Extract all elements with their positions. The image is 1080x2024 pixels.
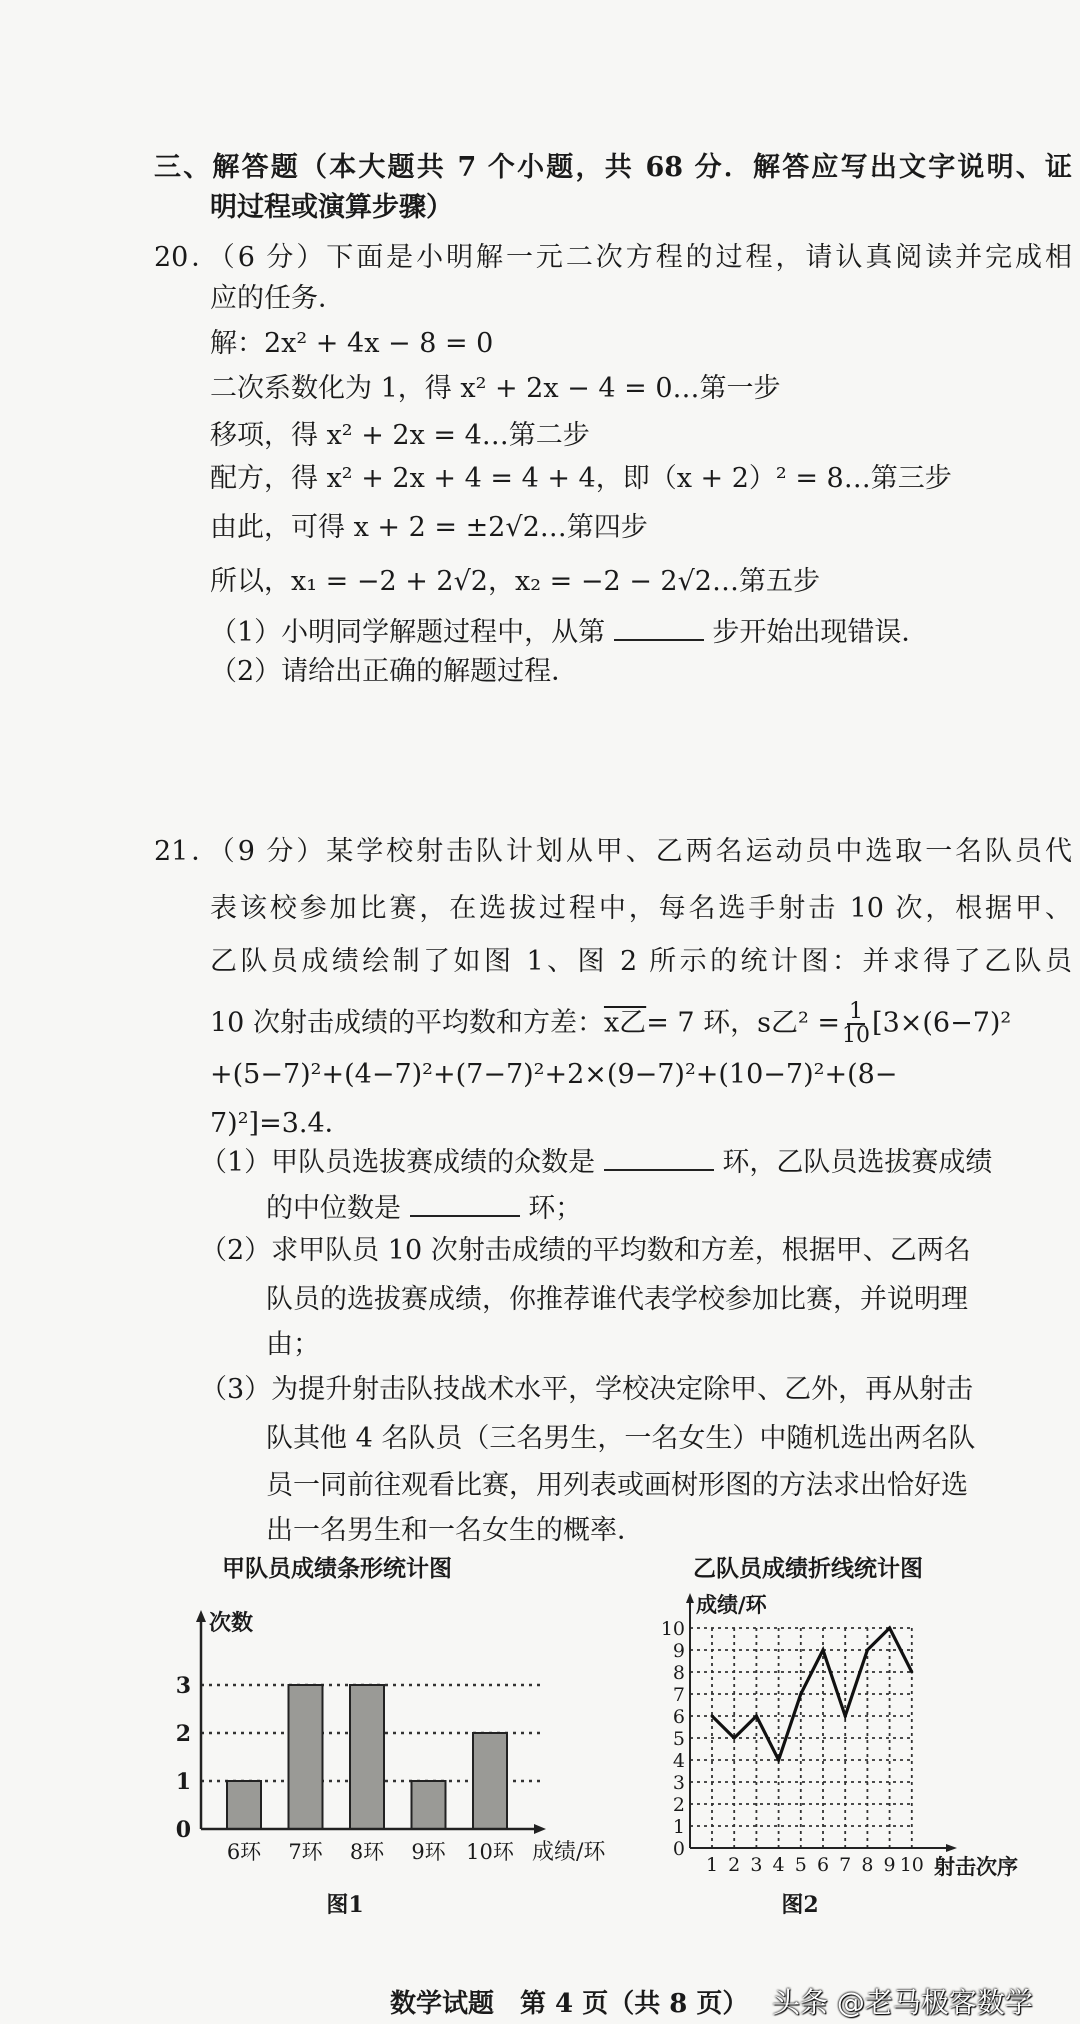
x-axis-label: 射击次序 [934, 1854, 1018, 1879]
watermark: 头条 @老马极客数学 [772, 1986, 1033, 2019]
section-heading: 三、解答题（本大题共 7 个小题，共 68 分．解答应写出文字说明、证 [154, 152, 1072, 183]
q21-text: 10 次射击成绩的平均数和方差： [210, 1007, 604, 1039]
data-point [888, 1627, 891, 1630]
y-tick-label: 10 [660, 1618, 685, 1640]
x-axis-arrow-icon [946, 1844, 957, 1852]
x-tick-label: 5 [794, 1854, 807, 1876]
figure-caption: 图1 [326, 1892, 364, 1918]
q21-part3-cont: 出一名男生和一名女生的概率． [266, 1515, 644, 1546]
q20-step3: 配方，得 x² + 2x + 4 = 4 + 4，即（x + 2）² = 8…第三步 [210, 463, 952, 494]
data-point [777, 1759, 780, 1762]
x-tick-label: 8环 [349, 1840, 385, 1864]
y-tick-label: 6 [672, 1706, 685, 1728]
q21-stem-3: 乙队员成绩绘制了如图 1、图 2 所示的统计图：并求得了乙队员 [210, 946, 1072, 977]
x-tick-label: 2 [728, 1854, 741, 1876]
y-tick-label: 3 [175, 1673, 191, 1699]
mean-symbol: x乙 [603, 1007, 647, 1039]
data-point [822, 1649, 825, 1652]
q20-stem-cont: 应的任务． [210, 283, 345, 314]
x-tick-label: 8 [861, 1854, 874, 1876]
x-tick-label: 6 [816, 1854, 830, 1876]
q21-part1-text: （1）甲队员选拔赛成绩的众数是 [200, 1147, 596, 1178]
bar-chart-title: 甲队员成绩条形统计图 [222, 1555, 452, 1582]
q21-stem-5: +(5−7)²+(4−7)²+(7−7)²+2×(9−7)²+(10−7)²+(8− [210, 1059, 898, 1090]
q20-step4: 由此，可得 x + 2 = ±2√2…第四步 [210, 512, 648, 543]
q20-stem: 20．（6 分）下面是小明解一元二次方程的过程，请认真阅读并完成相 [154, 242, 1072, 273]
q20-part1-text-end: 步开始出现错误． [712, 617, 929, 648]
x-tick-label: 6环 [226, 1840, 262, 1864]
fraction-denominator: 10 [842, 1023, 871, 1048]
q21-stem-6: 7)²]=3.4． [210, 1108, 352, 1139]
q20-step5: 所以，x₁ = −2 + 2√2，x₂ = −2 − 2√2…第五步 [210, 566, 820, 597]
q20-step1: 二次系数化为 1，得 x² + 2x − 4 = 0…第一步 [210, 373, 781, 404]
figure-caption: 图2 [781, 1892, 819, 1918]
y-tick-label: 3 [672, 1772, 685, 1794]
q21-stem: 21．（9 分）某学校射击队计划从甲、乙两名运动员中选取一名队员代 [154, 836, 1072, 867]
data-point [711, 1715, 714, 1718]
q21-part2-cont: 由； [266, 1329, 320, 1360]
line-chart-title: 乙队员成绩折线统计图 [693, 1555, 923, 1582]
q21-part2: （2）求甲队员 10 次射击成绩的平均数和方差，根据甲、乙两名 [200, 1235, 971, 1266]
data-point [733, 1737, 736, 1740]
q21-part1-text: 的中位数是 [266, 1193, 401, 1224]
y-axis-arrow-icon [686, 1593, 694, 1603]
x-tick-label: 4 [772, 1854, 785, 1876]
x-tick-label: 9环 [411, 1840, 446, 1864]
y-axis-label: 成绩/环 [696, 1592, 767, 1617]
page-footer: 数学试题 第 4 页（共 8 页） [390, 1989, 749, 2019]
q20-part2: （2）请给出正确的解题过程． [210, 656, 579, 687]
q21-text: = 7 环，s乙² = [646, 1007, 841, 1039]
y-axis-arrow-icon [196, 1610, 206, 1622]
q21-part2-cont: 队员的选拔赛成绩，你推荐谁代表学校参加比赛，并说明理 [266, 1284, 968, 1315]
y-tick-label: 1 [175, 1769, 191, 1795]
y-tick-label: 0 [672, 1838, 685, 1860]
x-tick-label: 7 [839, 1854, 852, 1876]
x-tick-label: 10 [899, 1854, 924, 1876]
x-axis-label: 成绩/环 [532, 1840, 606, 1865]
y-axis-label: 次数 [209, 1610, 254, 1636]
y-tick-label: 7 [672, 1684, 685, 1706]
y-tick-label: 9 [672, 1640, 685, 1662]
y-tick-label: 2 [672, 1794, 685, 1816]
q20-solution-line: 解：2x² + 4x − 8 = 0 [210, 328, 494, 359]
section-heading-cont: 明过程或演算步骤） [210, 192, 453, 223]
q21-part3-cont: 队其他 4 名队员（三名男生，一名女生）中随机选出两名队 [266, 1423, 976, 1454]
x-tick-label: 10环 [466, 1840, 514, 1864]
data-point [844, 1715, 847, 1718]
y-tick-label: 8 [672, 1662, 685, 1684]
data-point [755, 1715, 758, 1718]
x-tick-label: 9 [883, 1854, 896, 1876]
y-tick-label: 2 [175, 1721, 191, 1747]
q21-stem-2: 表该校参加比赛，在选拔过程中，每名选手射击 10 次，根据甲、 [210, 893, 1072, 924]
bar-7环 [289, 1685, 323, 1829]
data-point [866, 1649, 869, 1652]
bar-8环 [350, 1685, 384, 1829]
bar-10环 [473, 1733, 507, 1829]
y-tick-label: 0 [175, 1817, 191, 1843]
q21-text: [3×(6−7)² [872, 1007, 1012, 1039]
bar-6环 [227, 1781, 261, 1829]
q21-part3: （3）为提升射击队技战术水平，学校决定除甲、乙外，再从射击 [200, 1374, 974, 1405]
y-tick-label: 4 [672, 1750, 685, 1772]
q21-part1-text: 环，乙队员选拔赛成绩 [722, 1147, 993, 1178]
fraction-numerator: 1 [849, 999, 864, 1024]
y-tick-label: 5 [672, 1728, 685, 1750]
q21-part1-text: 环； [528, 1193, 583, 1224]
x-axis-arrow-icon [534, 1824, 546, 1834]
q21-part3-cont: 员一同前往观看比赛，用列表或画树形图的方法求出恰好选 [266, 1470, 968, 1501]
q20-step2: 移项，得 x² + 2x = 4…第二步 [210, 420, 590, 451]
x-tick-label: 1 [705, 1854, 719, 1876]
bar-9环 [412, 1781, 446, 1829]
data-point [799, 1693, 802, 1696]
x-tick-label: 7环 [288, 1840, 323, 1864]
data-point [910, 1671, 913, 1674]
x-tick-label: 3 [750, 1854, 763, 1876]
q20-part1-text: （1）小明同学解题过程中，从第 [210, 617, 606, 648]
y-tick-label: 1 [672, 1816, 685, 1838]
